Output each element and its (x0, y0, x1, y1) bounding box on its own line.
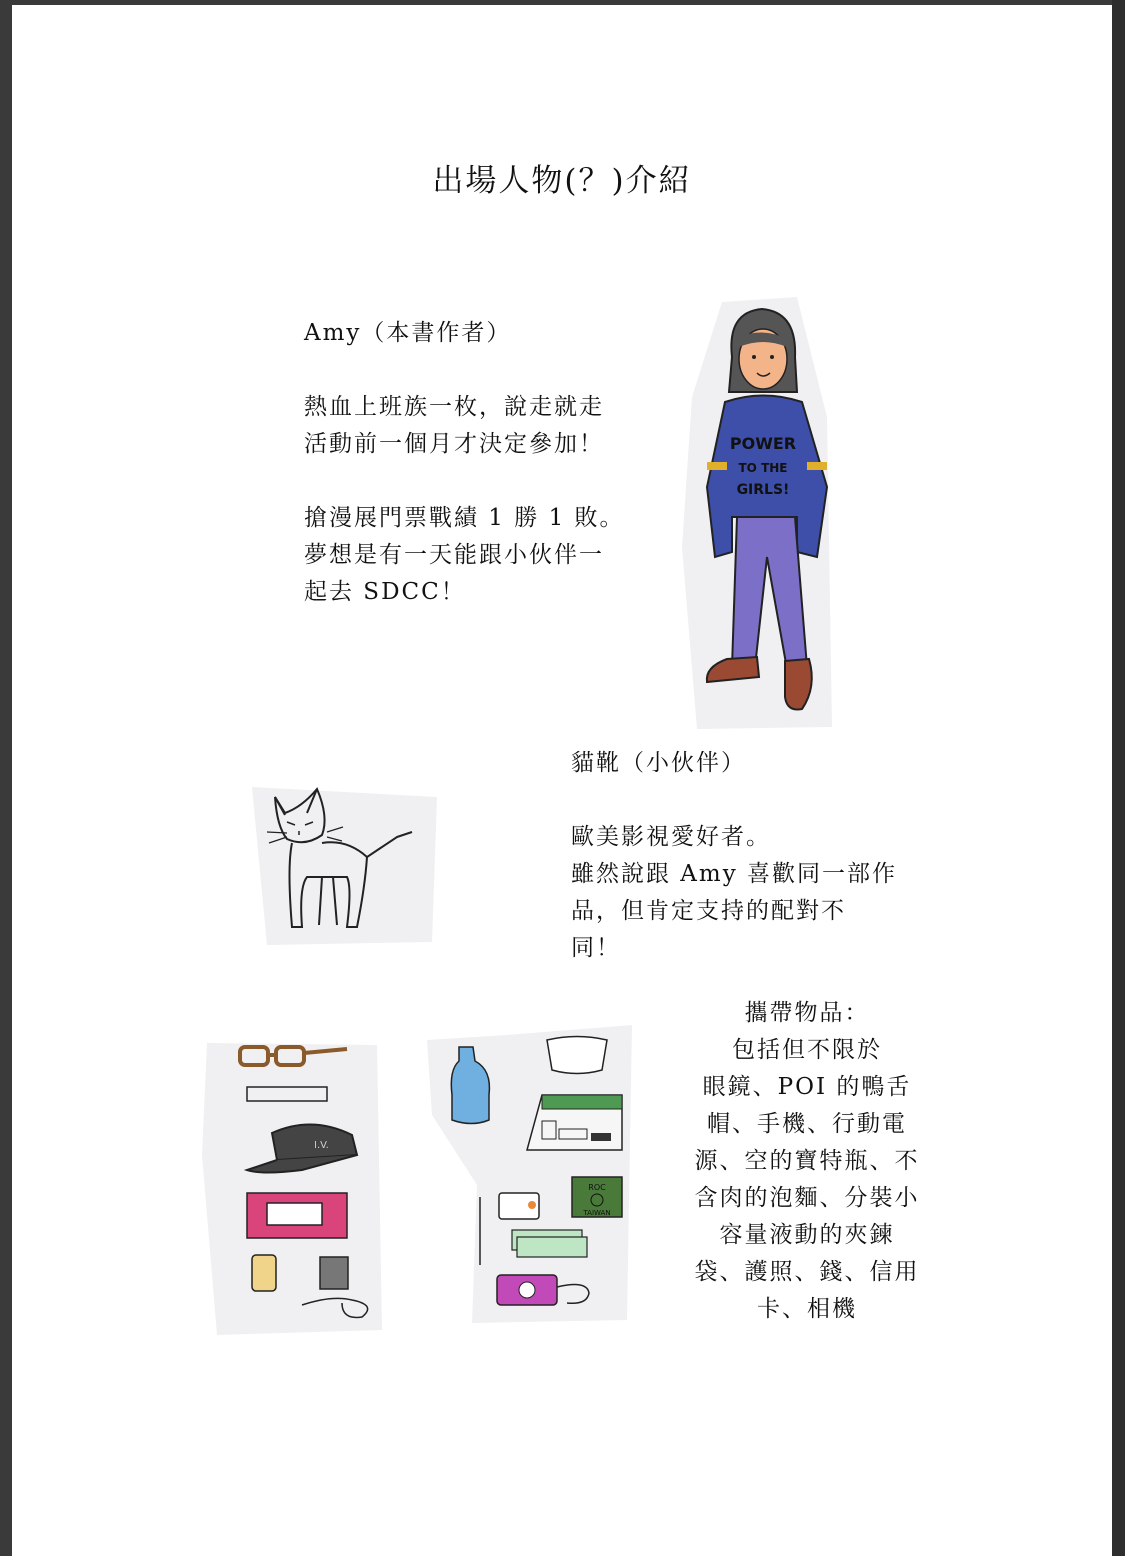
passport-icon (572, 1177, 622, 1217)
items-line: 源、空的寶特瓶、不 (694, 1148, 920, 1174)
amy-line: 起去 SDCC！ (304, 579, 466, 605)
charger-icon (320, 1257, 348, 1289)
ziplock-bag-icon (527, 1095, 622, 1150)
towel-icon (247, 1193, 347, 1238)
amy-line: 熱血上班族一枚，說走就走 (304, 394, 604, 420)
noodle-bowl-icon (547, 1037, 607, 1074)
cat-section (571, 745, 897, 967)
sweater-text: GIRLS! (736, 482, 790, 498)
money-icon (512, 1230, 587, 1257)
items-line: 袋、護照、錢、信用 (694, 1259, 920, 1285)
svg-text:TAIWAN: TAIWAN (583, 1209, 611, 1217)
amy-line: 搶漫展門票戰績 1 勝 1 敗。 (304, 505, 625, 531)
cat-line: 歐美影視愛好者。 (571, 824, 771, 850)
items-illustration-left (202, 1035, 387, 1335)
svg-text:ROC: ROC (588, 1183, 606, 1192)
items-section (672, 995, 942, 1328)
cat-line: 品，但肯定支持的配對不 (571, 898, 846, 924)
items-line: 包括但不限於 (732, 1037, 882, 1063)
cat-heading: 貓靴（小伙伴） (571, 750, 746, 776)
svg-text:I.V.: I.V. (314, 1140, 329, 1151)
document-page (12, 5, 1112, 1556)
items-line: 眼鏡、POI 的鴨舌 (702, 1074, 912, 1100)
amy-heading: Amy（本書作者） (304, 320, 512, 346)
items-line: 容量液動的夾鍊 (719, 1222, 895, 1248)
amy-illustration (677, 297, 837, 729)
cat-illustration (247, 777, 447, 947)
sweater-text: POWER (729, 434, 797, 453)
page-title: 出場人物(？)介紹 (432, 163, 692, 199)
amy-section (304, 315, 625, 611)
items-line: 卡、相機 (757, 1296, 857, 1322)
amy-line: 活動前一個月才決定參加！ (304, 431, 604, 457)
amy-line: 夢想是有一天能跟小伙伴一 (304, 542, 604, 568)
cat-line: 同！ (571, 935, 621, 961)
items-heading: 攜帶物品： (744, 1000, 870, 1026)
viewer-edge (1112, 0, 1125, 1556)
power-bank-icon (252, 1255, 276, 1291)
items-line: 帽、手機、行動電 (707, 1111, 907, 1137)
sweater-text: TO THE (738, 461, 788, 475)
items-illustration-right (417, 1025, 637, 1325)
cat-line: 雖然說跟 Amy 喜歡同一部作 (571, 861, 898, 887)
items-line: 含肉的泡麵、分裝小 (694, 1185, 920, 1211)
